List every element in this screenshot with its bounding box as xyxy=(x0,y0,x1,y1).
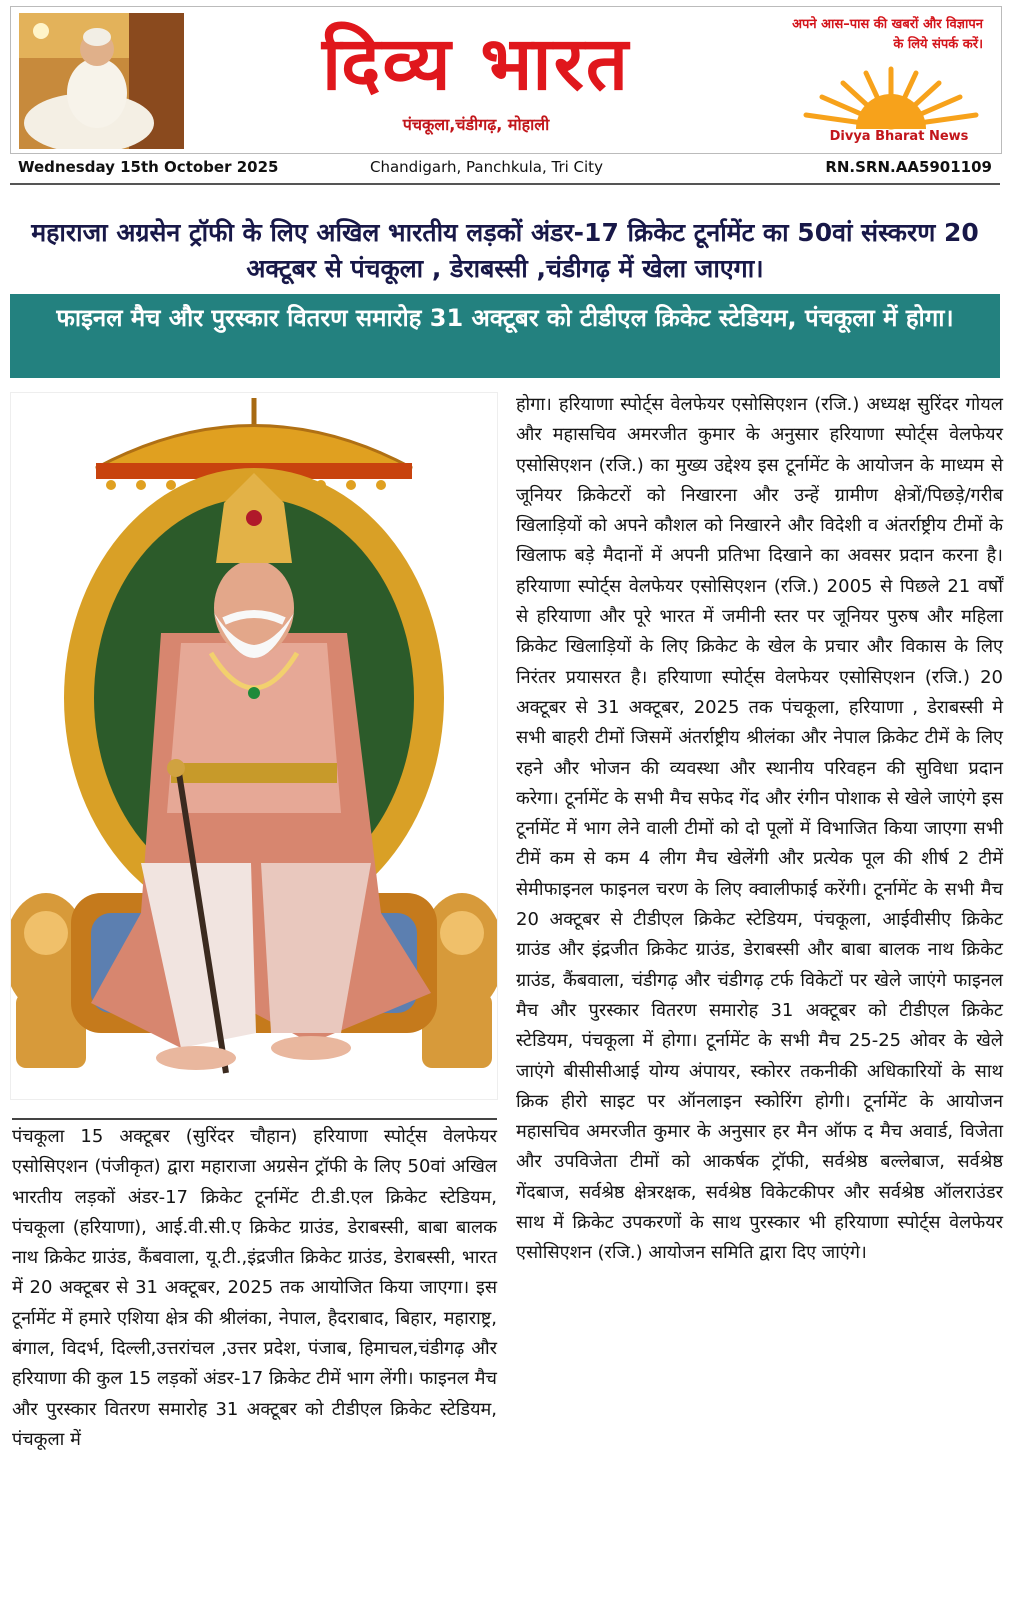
sunrise-logo-icon xyxy=(796,65,986,134)
advertising-contact-note: अपने आस–पास की खबरों और विज्ञापन के लिये संपर्क करें। xyxy=(792,17,983,52)
subheadline-banner xyxy=(10,294,1000,378)
article-body-left-column: पंचकूला 15 अक्टूबर (सुरिंदर चौहान) हरियाणा स्पोर्ट्स वेलफेयर एसोसिएशन (पंजीकृत) द्वारा महाराजा अग्रसेन ट्रॉफी के लिए 50वां अखिल भारतीय लड़कों अंडर-17 क्रिकेट टूर्नामेंट टी.डी.एल क्रिकेट स्टेडियम, पंचकूला (हरियाणा), आई.वी.सी.ए क्रिकेट ग्राउंड, डेराबस्सी, बाबा बालक नाथ क्रिकेट ग्राउंड, कैंबवाला, यू.टी.,इंद्रजीत क्रिकेट ग्राउंड, डेराबस्सी, भारत में 20 अक्टूबर से 31 अक्टूबर, 2025 तक आयोजित किया जाएगा। इस टूर्नामेंट में हमारे एशिया क्षेत्र की श्रीलंका, नेपाल, हैदराबाद, बिहार, महाराष्ट्र, बंगाल, विदर्भ, दिल्ली,उत्तरांचल ,उत्तर प्रदेश, पंजाब, हिमाचल,चंडीगढ़ और हरियाणा की कुल 15 लड़कों अंडर-17 क्रिकेट टीमें भाग लेंगी। फाइनल मैच और पुरस्कार वितरण समारोह 31 अक्टूबर को टीडीएल क्रिकेट स्टेडियम, पंचकूला में xyxy=(12,1126,497,1450)
article-body-right-column: होगा। हरियाणा स्पोर्ट्स वेलफेयर एसोसिएशन (रजि.) अध्यक्ष सुरिंदर गोयल और महासचिव अमरजीत कुमार के अनुसार हरियाणा स्पोर्ट्स वेलफेयर एसोसिएशन (रजि.) का मुख्य उद्देश्य इस टूर्नामेंट के आयोजन के माध्यम से जूनियर क्रिकेटरों को निखारना और उन्हें ग्रामीण क्षेत्रों/पिछड़े/गरीब खिलाड़ियों को अपने कौशल को निखारने और विदेशी व अंतर्राष्ट्रीय टीमों के खिलाफ बड़े मैदानों में अपनी प्रतिभा दिखाने का अवसर प्रदान करना है। हरियाणा स्पोर्ट्स वेलफेयर एसोसिएशन (रजि.) 2005 से पिछले 21 वर्षों से हरियाणा और पूरे भारत में जमीनी स्तर पर जूनियर पुरुष और महिला क्रिकेट खिलाड़ियों के लिए क्रिकेट के खेल के प्रचार और विकास के लिए निरंतर प्रयासरत है। हरियाणा स्पोर्ट्स वेलफेयर एसोसिएशन (रजि.) 20 अक्टूबर से 31 अक्टूबर, 2025 तक पंचकूला, हरियाणा , डेराबस्सी मे सभी बाहरी टीमों जिसमें अंतर्राष्ट्रीय श्रीलंका और नेपाल क्रिकेट टीमें के लिए रहने और भोजन की व्यवस्था और स्थानीय परिवहन की सुविधा प्रदान करेगा। टूर्नामेंट के सभी मैच सफेद गेंद और रंगीन पोशाक से खेले जाएंगे इस टूर्नामेंट में भाग लेने वाली टीमों को दो पूलों में विभाजित किया जाएगा सभी टीमें कम से कम 4 लीग मैच खेलेंगी और प्रत्येक पूल की शीर्ष 2 टीमें सेमीफाइनल फाइनल चरण के लिए क्वालीफाई करेंगी। टूर्नामेंट के सभी मैच 20 अक्टूबर से टीडीएल क्रिकेट स्टेडियम, पंचकूला, आईवीसीए क्रिकेट ग्राउंड और इंद्रजीत क्रिकेट ग्राउंड, डेराबस्सी और बाबा बालक नाथ क्रिकेट ग्राउंड, कैंबवाला, चंडीगढ़ और चंडीगढ़ टर्फ विकेटों पर खेले जाएंगे फाइनल मैच और पुरस्कार वितरण समारोह 31 अक्टूबर को टीडीएल क्रिकेट स्टेडियम, पंचकूला में होगा। टूर्नामेंट के सभी मैच 25-25 ओवर के खेले जाएंगे बीसीसीआई योग्य अंपायर, स्कोरर तकनीकी अधिकारियों के साथ क्रिक हीरो साइट पर ऑनलाइन स्कोरिंग होगी। टूर्नामेंट के आयोजन महासचिव अमरजीत कुमार के अनुसार हर मैन ऑफ द मैच अवार्ड, विजेता और उपविजेता टीमों को आकर्षक ट्रॉफी, सर्वश्रेष्ठ बल्लेबाज, सर्वश्रेष्ठ गेंदबाज, सर्वश्रेष्ठ क्षेत्ररक्षक, सर्वश्रेष्ठ विकेटकीपर और सर्वश्रेष्ठ ऑलराउंडर साथ में क्रिकेट उपकरणों के साथ पुरस्कार भी हरियाणा स्पोर्ट्स वेलफेयर एसोसिएशन (रजि.) आयोजन समिति द्वारा दिए जाएंगे। xyxy=(516,394,1003,1264)
article-image xyxy=(10,392,498,1100)
column-divider xyxy=(12,1118,497,1120)
registration-number: RN.SRN.AA5901109 xyxy=(825,158,992,176)
issue-date: Wednesday 15th October 2025 xyxy=(18,158,279,176)
brand-name: Divya Bharat News xyxy=(829,129,969,144)
article-subheadline: फाइनल मैच और पुरस्कार वितरण समारोह 31 अक्टूबर को टीडीएल क्रिकेट स्टेडियम, पंचकूला में होगा। xyxy=(56,304,954,332)
dateline-bar xyxy=(10,153,1000,185)
newspaper-logo xyxy=(251,19,701,135)
maharaja-agrasen-portrait-icon xyxy=(11,393,497,1099)
edition-location: Chandigarh, Panchkula, Tri City xyxy=(370,158,603,176)
founder-photo xyxy=(19,13,184,149)
newspaper-title: दिव्य भारत xyxy=(321,21,631,107)
masthead xyxy=(10,6,1002,154)
article-headline: महाराजा अग्रसेन ट्रॉफी के लिए अखिल भारतीय लड़कों अंडर-17 क्रिकेट टूर्नामेंट का 50वां संस्करण 20 अक्टूबर से पंचकूला , डेराबस्सी ,चंडीगढ़ में खेला जाएगा। xyxy=(31,218,979,283)
newspaper-cities: पंचकूला,चंडीगढ़, मोहाली xyxy=(402,115,550,134)
